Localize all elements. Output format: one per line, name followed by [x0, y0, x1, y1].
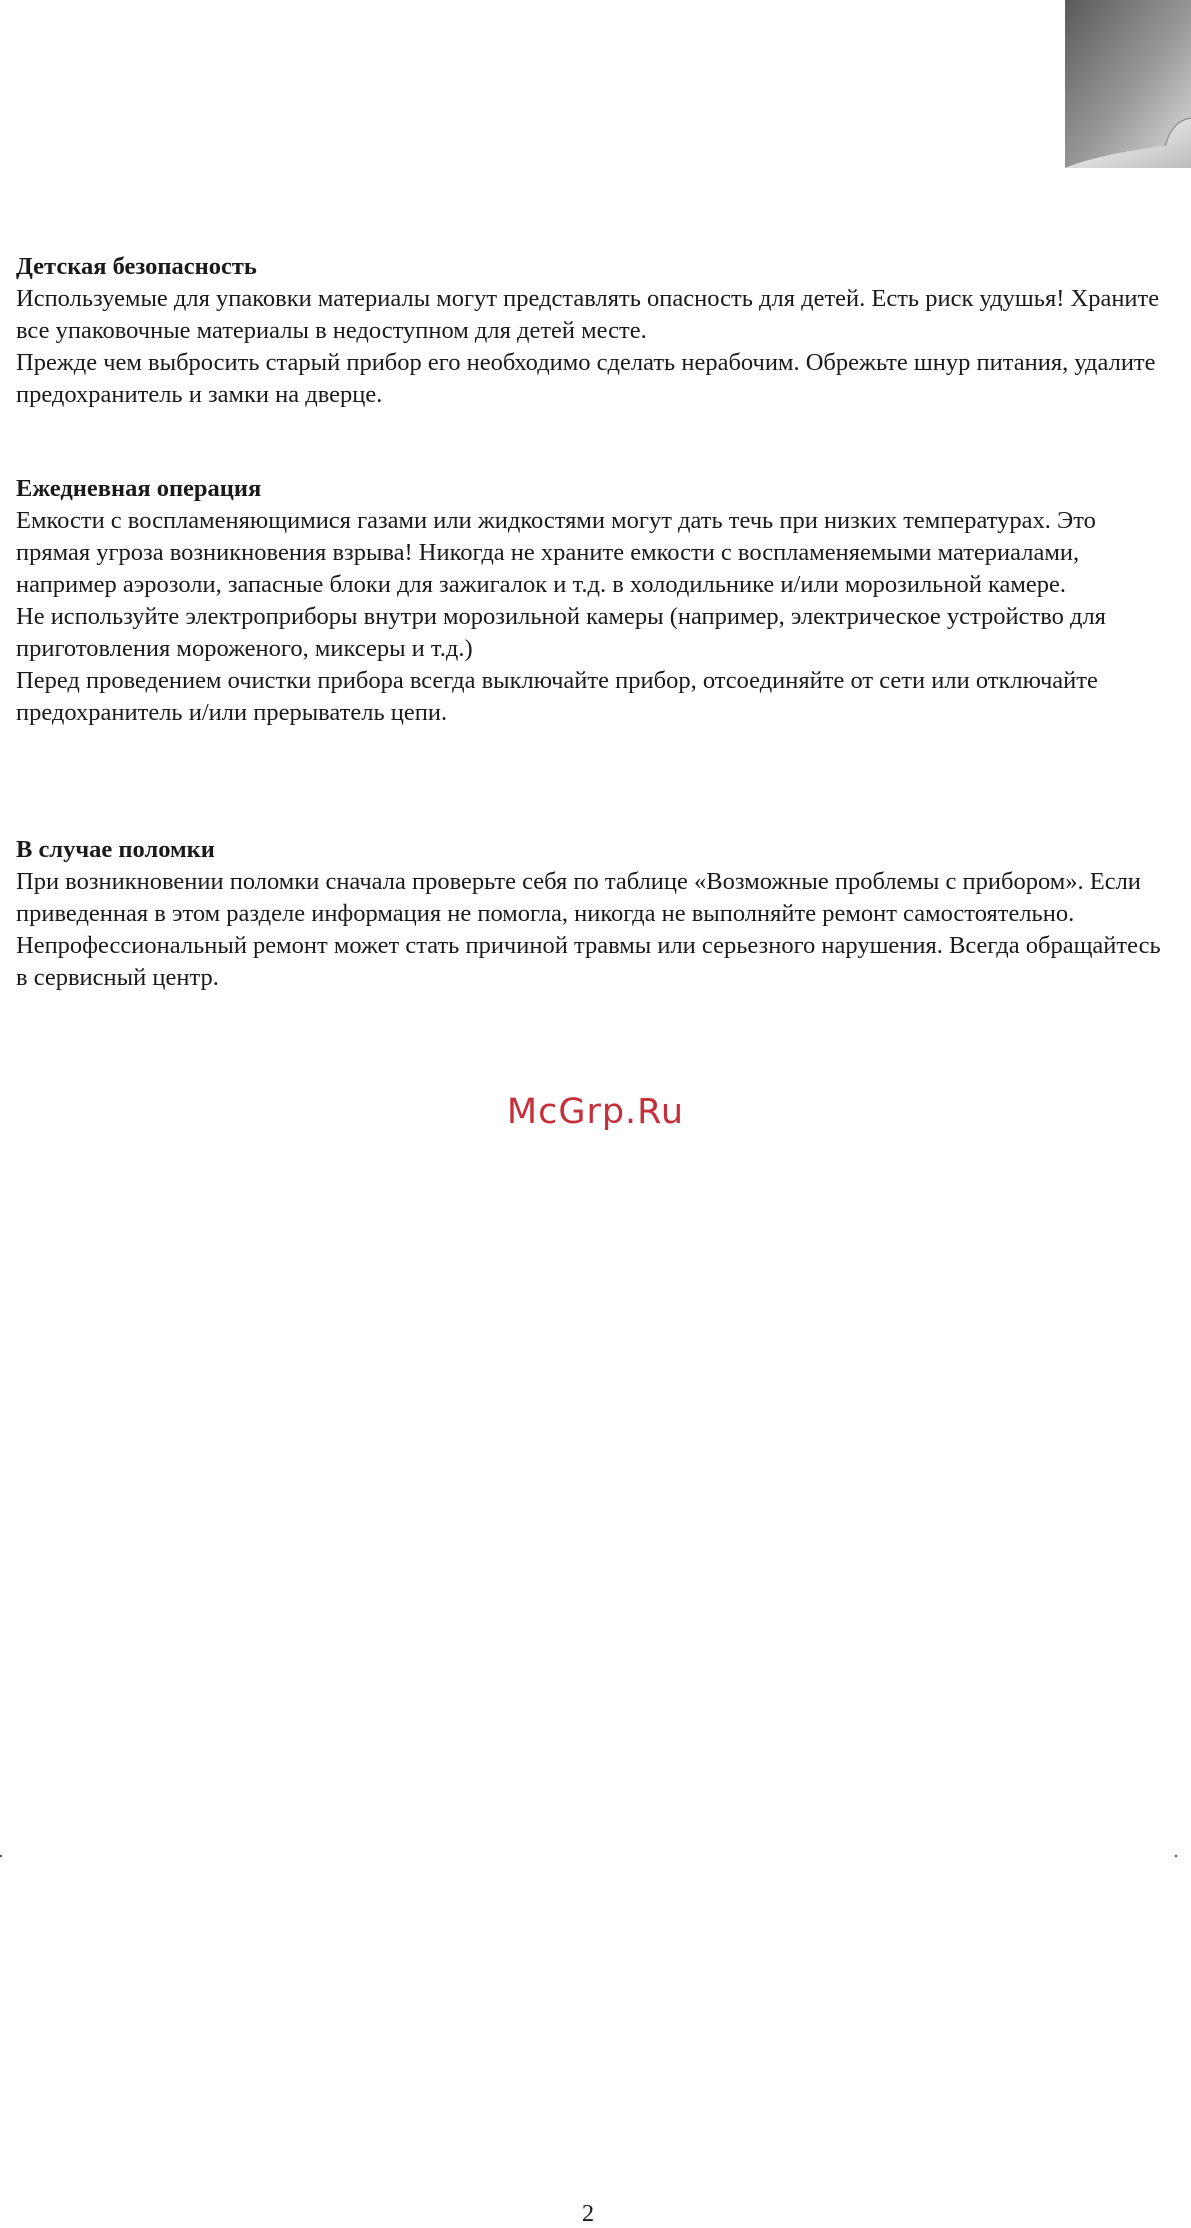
watermark-link[interactable]: McGrp.Ru — [506, 1092, 685, 1132]
section-paragraph: Используемые для упаковки материалы могут представлять опасность для детей. Есть риск удушья! Храните все упаковочные материалы в недоступном для детей месте. — [16, 285, 1160, 344]
section-heading: Детская безопасность — [16, 253, 257, 280]
section-heading: Ежедневная операция — [16, 475, 262, 502]
section-breakdown — [16, 834, 1166, 994]
section-paragraph: Перед проведением очистки прибора всегда выключайте прибор, отсоединяйте от сети или отключайте предохранитель и/или прерыватель цепи. — [16, 667, 1098, 726]
crop-mark — [1175, 1855, 1177, 1857]
section-daily-operation — [16, 473, 1166, 729]
crop-mark — [0, 1855, 2, 1857]
page-number: 2 — [581, 2200, 595, 2227]
section-paragraph: Прежде чем выбросить старый прибор его необходимо сделать нерабочим. Обрежьте шнур питания, удалите предохранитель и замки на дверце. — [16, 349, 1156, 408]
page-curl-icon — [1065, 0, 1191, 168]
section-paragraph: Не используйте электроприборы внутри морозильной камеры (например, электрическое устройство для приготовления мороженого, миксеры и т.д.) — [16, 603, 1106, 662]
section-heading: В случае поломки — [16, 836, 215, 863]
section-child-safety — [16, 251, 1166, 411]
section-paragraph: Емкости с воспламеняющимися газами или жидкостями могут дать течь при низких температурах. Это прямая угроза возникновения взрыва! Никогда не храните емкости с воспламеняемыми материалами, например аэрозоли, запасные блоки для зажигалок и т.д. в холодильнике и/или морозильной камере. — [16, 507, 1096, 598]
section-paragraph: При возникновении поломки сначала проверьте себя по таблице «Возможные проблемы с прибором». Если приведенная в этом разделе информация не помогла, никогда не выполняйте ремонт самостоятельно. Непрофессиональный ремонт может стать причиной травмы или серьезного нарушения. Всегда обращайтесь в сервисный центр. — [16, 868, 1161, 991]
